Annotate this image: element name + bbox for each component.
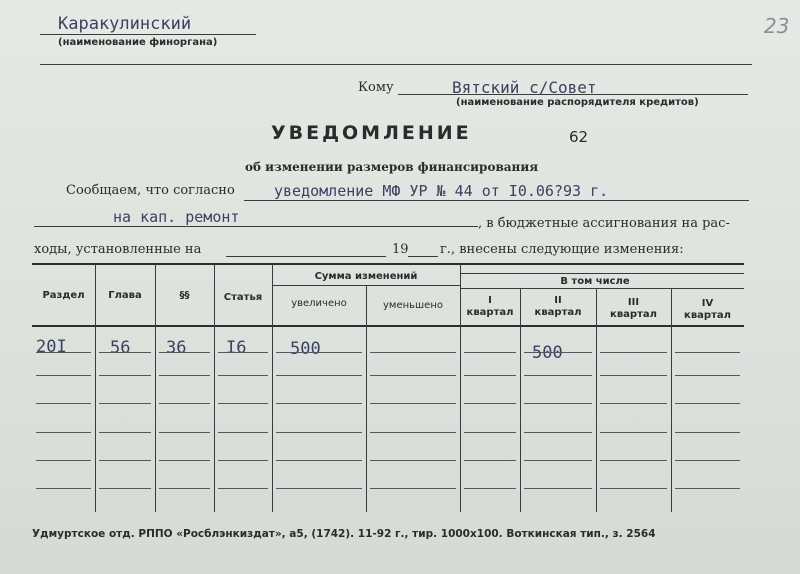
body-line3-suffix: г., внесены следующие изменения: — [440, 242, 684, 257]
komu-value: Вятский с/Совет — [452, 78, 597, 97]
cell-underline — [276, 403, 362, 404]
header-q3-numeral: III — [627, 297, 640, 308]
cell-underline — [99, 460, 151, 461]
header-uvelicheno: увеличено — [291, 298, 347, 309]
cell-underline — [675, 375, 740, 376]
body-line2-suffix: , в бюджетные ассигнования на рас- — [478, 216, 730, 231]
col-divider — [596, 289, 597, 512]
row1-glava: 56 — [110, 338, 131, 358]
cell-underline — [524, 352, 592, 353]
cell-underline — [370, 352, 456, 353]
cell-underline — [464, 432, 516, 433]
cell-underline — [675, 403, 740, 404]
header-sum-group: Сумма изменений — [314, 271, 418, 282]
cell-underline — [159, 432, 210, 433]
footer-imprint: Удмуртское отд. РППО «Росблэнкиздат», а5, (1742). 11-92 г., тир. 1000х100. Воткинская тип., з. 2564 — [32, 528, 656, 540]
cell-underline — [99, 352, 151, 353]
header-q1-numeral: I — [488, 295, 492, 306]
header-q4-numeral: IV — [701, 298, 714, 309]
cell-underline — [675, 432, 740, 433]
cell-underline — [600, 460, 667, 461]
cell-underline — [464, 488, 516, 489]
cell-underline — [675, 460, 740, 461]
body-line2-underline — [34, 226, 478, 227]
cell-underline — [370, 432, 456, 433]
cell-underline — [464, 352, 516, 353]
cell-underline — [159, 375, 210, 376]
header-umensheno: уменьшено — [382, 300, 443, 311]
row1-paragraph: 36 — [166, 338, 187, 358]
cell-underline — [36, 432, 91, 433]
komu-label: Кому — [358, 80, 394, 95]
cell-underline — [218, 375, 268, 376]
col-divider — [671, 289, 672, 512]
cell-underline — [600, 352, 667, 353]
cell-underline — [159, 352, 210, 353]
header-statya: Статья — [223, 292, 263, 303]
cell-underline — [276, 460, 362, 461]
header-glava: Глава — [108, 290, 142, 301]
header-paragraph: §§ — [179, 290, 190, 301]
body-line3-year-underline — [408, 256, 438, 257]
header-q3-label: квартал — [610, 309, 657, 320]
cell-underline — [36, 460, 91, 461]
cell-underline — [524, 460, 592, 461]
finance-organ-underline — [40, 34, 256, 35]
cell-underline — [464, 403, 516, 404]
row1-q2: 500 — [532, 343, 563, 363]
document-title: УВЕДОМЛЕНИЕ — [271, 122, 472, 144]
cell-underline — [218, 403, 268, 404]
body-line1-underline — [244, 200, 749, 201]
cell-underline — [99, 432, 151, 433]
cell-underline — [159, 488, 210, 489]
col-divider — [95, 264, 96, 512]
finance-organ-caption: (наименование финоргана) — [58, 37, 218, 48]
finance-organ-value: Каракулинский — [58, 14, 192, 34]
header-q2-numeral: II — [554, 295, 562, 306]
row1-statya: I6 — [226, 338, 247, 358]
cell-underline — [276, 488, 362, 489]
cell-underline — [524, 375, 592, 376]
cell-underline — [36, 352, 91, 353]
cell-underline — [159, 460, 210, 461]
cell-underline — [464, 460, 516, 461]
header-q2-label: квартал — [534, 307, 582, 318]
body-line2-value: на кап. ремонт — [113, 208, 240, 226]
table-top-border — [32, 263, 744, 265]
cell-underline — [36, 403, 91, 404]
body-line3-date-underline — [226, 256, 386, 257]
row1-uvelicheno: 500 — [290, 339, 321, 359]
col-divider — [155, 264, 156, 512]
body-line1-prefix: Сообщаем, что согласно — [66, 183, 235, 198]
pencil-page-number: 23 — [764, 14, 790, 38]
cell-underline — [276, 352, 362, 353]
cell-underline — [218, 352, 268, 353]
cell-underline — [159, 403, 210, 404]
cell-underline — [276, 432, 362, 433]
col-divider — [366, 286, 367, 512]
cell-underline — [36, 375, 91, 376]
cell-underline — [218, 488, 268, 489]
cell-underline — [99, 375, 151, 376]
document-subtitle: об изменении размеров финансирования — [245, 160, 539, 174]
cell-underline — [600, 488, 667, 489]
cell-underline — [99, 488, 151, 489]
table-top-border-2 — [460, 273, 744, 274]
komu-caption: (наименование распорядителя кредитов) — [456, 97, 699, 108]
cell-underline — [600, 403, 667, 404]
cell-underline — [675, 488, 740, 489]
cell-underline — [218, 460, 268, 461]
body-line3-year: 19 — [392, 242, 409, 257]
komu-underline — [398, 94, 748, 95]
col-divider — [520, 289, 521, 512]
cell-underline — [218, 432, 268, 433]
document-number: 62 — [569, 128, 589, 146]
row1-razdel: 20I — [36, 337, 67, 357]
cell-underline — [99, 403, 151, 404]
cell-underline — [370, 488, 456, 489]
cell-underline — [524, 488, 592, 489]
table-header-bottom — [32, 325, 744, 327]
quarters-group-divider — [460, 288, 744, 289]
header-razdel: Раздел — [42, 290, 85, 301]
header-v-tom-chisle: В том числе — [560, 276, 630, 287]
body-line1-value: уведомление МФ УР № 44 от I0.06?93 г. — [274, 182, 609, 200]
cell-underline — [524, 432, 592, 433]
cell-underline — [675, 352, 740, 353]
cell-underline — [600, 375, 667, 376]
cell-underline — [524, 403, 592, 404]
top-rule — [40, 64, 752, 65]
cell-underline — [276, 375, 362, 376]
header-q1-label: квартал — [466, 307, 514, 318]
header-q4-label: квартал — [684, 310, 731, 321]
cell-underline — [370, 403, 456, 404]
cell-underline — [464, 375, 516, 376]
cell-underline — [600, 432, 667, 433]
cell-underline — [370, 460, 456, 461]
cell-underline — [370, 375, 456, 376]
body-line3-prefix: ходы, установленные на — [34, 242, 202, 257]
cell-underline — [36, 488, 91, 489]
